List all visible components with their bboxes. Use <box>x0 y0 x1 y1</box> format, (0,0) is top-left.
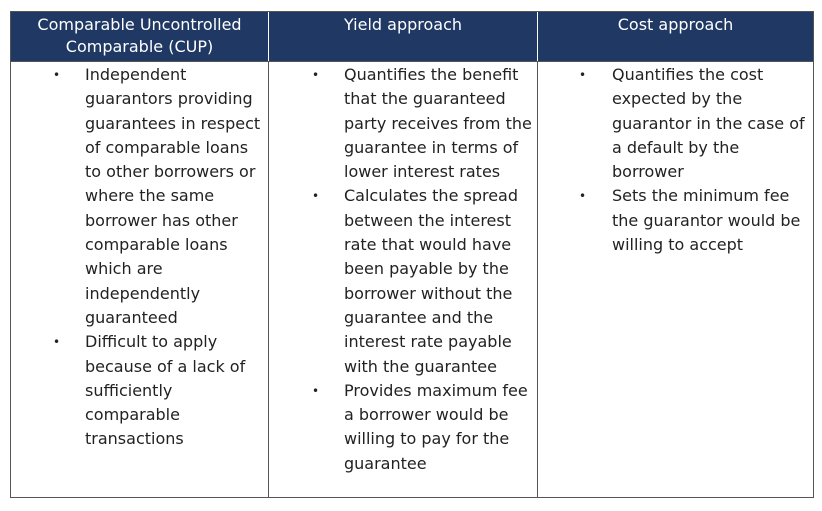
bullet-icon: • <box>53 335 61 350</box>
bullet-text: Quantifies the benefit that the guaranteed party receives from the guarantee in terms of lower interest rates <box>344 65 532 182</box>
cell-cup <box>11 61 269 497</box>
cell-cost-approach <box>538 61 813 497</box>
bullet-icon: • <box>579 189 587 204</box>
bullet-text: Sets the minimum fee the guarantor would be willing to accept <box>612 186 801 255</box>
cell-yield-approach <box>269 61 538 497</box>
comparison-table <box>10 11 814 498</box>
bullet-text: Provides maximum fee a borrower would be willing to pay for the guarantee <box>344 380 528 473</box>
yield-bullet-list <box>269 63 537 476</box>
bullet-icon: • <box>312 189 320 204</box>
header-cup: Comparable Uncontrolled Comparable (CUP) <box>11 12 269 61</box>
bullet-icon: • <box>53 68 61 82</box>
list-item <box>269 379 537 476</box>
list-item <box>269 63 537 184</box>
cup-bullet-list <box>11 63 268 452</box>
bullet-icon: • <box>312 383 320 398</box>
bullet-icon: • <box>312 68 320 82</box>
cost-bullet-list <box>538 63 813 257</box>
bullet-text: Difficult to apply because of a lack of sufficiently comparable transactions <box>85 332 246 449</box>
list-item <box>538 63 813 184</box>
header-yield-approach: Yield approach <box>269 12 538 61</box>
list-item <box>538 184 813 257</box>
bullet-icon: • <box>579 68 587 82</box>
list-item <box>269 184 537 378</box>
bullet-text: Calculates the spread between the interest rate that would have been payable by the borrower without the guarantee and the interest rate payable with the guarantee <box>344 186 519 376</box>
list-item <box>11 63 268 330</box>
bullet-text: Quantifies the cost expected by the guarantor in the case of a default by the borrower <box>612 65 805 182</box>
header-cost-approach: Cost approach <box>538 12 813 61</box>
bullet-text: Independent guarantors providing guarantees in respect of comparable loans to other borrowers or where the same borrower has other comparable loans which are independently guaranteed <box>85 65 261 327</box>
list-item <box>11 330 268 451</box>
